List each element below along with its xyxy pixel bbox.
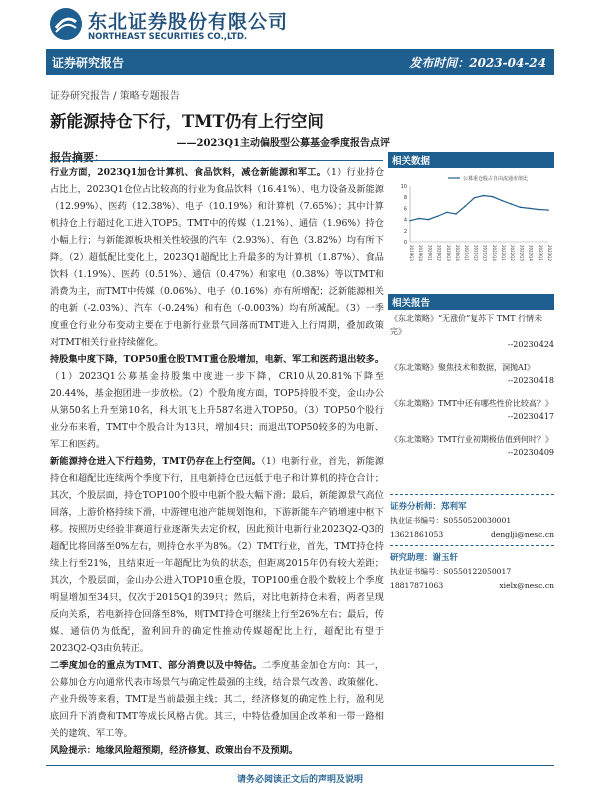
x-tick-label: 2021Q1 bbox=[464, 245, 470, 261]
analyst-phone: 18817871063 bbox=[390, 581, 444, 590]
data-point bbox=[464, 205, 466, 207]
y-tick-label: 0 bbox=[403, 240, 407, 246]
page-title: 新能源持仓下行，TMT仍有上行空间 bbox=[50, 112, 324, 131]
logo-mark-icon bbox=[50, 8, 82, 40]
header-bar bbox=[46, 49, 554, 75]
x-tick-label: 2021Q2 bbox=[473, 245, 479, 261]
divider bbox=[390, 545, 554, 546]
data-point bbox=[547, 209, 549, 211]
divider bbox=[390, 494, 554, 495]
analyst-email[interactable]: xielx@nesc.cn bbox=[499, 581, 554, 590]
analyst-email[interactable]: denglji@nesc.cn bbox=[490, 530, 554, 539]
data-point bbox=[510, 203, 512, 205]
summary-body bbox=[50, 164, 384, 759]
x-tick-label: 2020Q3 bbox=[445, 245, 451, 261]
x-tick-label: 2020Q1 bbox=[427, 245, 433, 261]
y-tick-label: 4 bbox=[403, 217, 407, 224]
data-point bbox=[428, 219, 430, 221]
breadcrumb: 证券研究报告 / 策略专题报告 bbox=[50, 91, 180, 102]
analyst-cert: 执业证书编号：S0550122050017 bbox=[390, 567, 512, 576]
analyst-phone: 13621861053 bbox=[390, 530, 444, 539]
data-point bbox=[437, 215, 439, 217]
paragraph: 二季度加仓的重点为TMT、部分消费以及中特估。二季度基金加仓方向：其一，公募加仓方向通常代表市场景气与确定性最强的主线，结合景气改善、政策催化、产业升级等来看，TMT是当前最强主线；其二，经济修复的确定性上行，盈利见底回升下消费和TMT等成长风格占优。其三，中特估叠加国企改革和一带一路相关的建筑、军工等。 bbox=[50, 660, 385, 739]
footer-divider bbox=[46, 765, 554, 766]
related-reports-list bbox=[390, 312, 554, 469]
data-point bbox=[520, 206, 522, 208]
y-tick-label: 2 bbox=[403, 228, 407, 235]
x-tick-label: 2022Q4 bbox=[528, 245, 534, 261]
x-tick-label: 2020Q2 bbox=[436, 245, 442, 261]
footer-disclaimer: 请务必阅读正文后的声明及说明 bbox=[236, 775, 363, 785]
y-tick-label: 10 bbox=[400, 184, 407, 190]
list-item[interactable]: 《东北策略》“无涨价”复苏下 TMT 行情未完》 --20230424 bbox=[390, 314, 554, 349]
x-tick-label: 2021Q3 bbox=[482, 245, 488, 261]
x-tick-label: 2020Q4 bbox=[455, 245, 460, 261]
data-point bbox=[455, 213, 457, 215]
x-tick-label: 2023Q1 bbox=[537, 245, 543, 261]
list-item[interactable]: 《东北策略》TMT行业初期极估值到何时？》 --20230409 bbox=[390, 435, 554, 457]
list-item[interactable]: 《东北策略》聚焦技术和数据，洞抛AI》 --20230418 bbox=[390, 363, 554, 385]
page-subtitle: ——2023Q1主动偏股型公募基金季度报告点评 bbox=[176, 138, 390, 149]
related-reports-header: 相关报告 bbox=[388, 294, 554, 310]
paragraph: 新能源持仓进入下行趋势，TMT仍存在上行空间。（1）电新行业，首先，新能源持仓和超配比连续两个季度下行，且电新持仓已远低于电子和计算机的持仓合计；其次，个股层面，持仓TOP100个股中电新个股大幅下滑；最后，新能源景气高位回落，上游价格持续下滑，中游锂电池产能规划饱和，下游新能车产销增速中枢下移。按照历史经验非赛道行业逐渐失去定价权，因此预计电新行业2023Q2-Q3的超配比将回落至0%左右，则持仓水平为8%。（2）TMT行业，首先，TMT持仓持续上行至21%，且结束近一年超配比为负的状态，但距离2015年仍有较大差距；其次，个股层面，金山办公进入TOP10重仓股，TOP100重仓股个数较上个季度明显增加至34只，仅次于2015Q1的39只；然后，对比电新持仓未看，两者呈现反向关系，若电新持仓回落至8%，则TMT持仓可继续上行至26%左右；最后，传媒、通信仍为低配，盈利回升的确定性推动传媒超配比上行，超配比有望于2023Q2-Q3由负转正。 bbox=[50, 456, 384, 654]
list-item[interactable]: 《东北策略》TMT中还有哪些性价比较高？》 --20230417 bbox=[390, 399, 554, 421]
logo-name-en: NORTHEAST SECURITIES CO.,LTD. bbox=[88, 32, 248, 42]
analyst-label: 证券分析师：郑利军 bbox=[390, 502, 467, 512]
data-point bbox=[418, 218, 420, 220]
y-tick-label: 6 bbox=[403, 206, 407, 213]
data-point bbox=[446, 212, 448, 214]
publish-date: 发布时间：2023-04-24 bbox=[409, 56, 546, 70]
x-tick-label: 2023Q2 bbox=[547, 245, 552, 261]
related-data-header: 相关数据 bbox=[388, 152, 554, 168]
report-type-label: 证券研究报告 bbox=[52, 56, 125, 70]
paragraph: 风险提示：地缘风险超预期，经济修复、政策出台不及预期。 bbox=[50, 745, 299, 756]
y-tick-label: 8 bbox=[403, 195, 407, 202]
series-line bbox=[410, 196, 548, 221]
x-tick-label: 2019Q4 bbox=[418, 245, 424, 261]
x-tick-label: 2022Q2 bbox=[510, 245, 516, 261]
x-tick-label: 2021Q4 bbox=[491, 245, 497, 261]
holdings-ratio-chart bbox=[388, 170, 554, 278]
company-logo bbox=[50, 6, 310, 44]
data-point bbox=[538, 209, 540, 211]
data-point bbox=[529, 208, 531, 210]
summary-heading: 报告摘要： bbox=[50, 151, 105, 164]
data-point bbox=[492, 196, 494, 198]
paragraph: 行业方面，2023Q1加仓计算机、食品饮料，减仓新能源和军工。（1）行业持仓占比上，2023Q1仓位占比较高的行业为食品饮料（16.41%）、电力设备及新能源（12.99%）、医药（12.38%）、电子（10.19%）和计算机（7.65%）；其中计算机持仓上行超过化工进入TOP5。TMT中的传媒（1.21%）、通信（1.96%）持仓小幅上行；与新能源板块相关性较强的汽车（2.93%）、有色（3.82%）均有所下降。（2）超低配比变化上，2023Q1超配比上升最多的为计算机（1.87%）、食品饮料（1.19%）、医药（0.51%）、通信（0.47%）和家电（0.38%）等以TMT和消费为主，而TMT中传媒（0.06%）、电子（0.16%）亦有所增配；泛新能源相关的电新（-2.03%）、汽车（-0.24%）和有色（-0.003%）均有所减配。（3）一季度重仓行业分布变动主要在于电新行业景气回落而TMT进入上行周期，叠加政策对TMT相关行业持续催化。 bbox=[50, 167, 385, 348]
logo-name-cn: 东北证券股份有限公司 bbox=[88, 11, 289, 33]
legend-label: 公募重仓股占自由流通市值比 bbox=[463, 176, 529, 182]
data-point bbox=[409, 220, 411, 222]
x-tick-label: 2022Q1 bbox=[501, 245, 506, 261]
data-point bbox=[483, 195, 485, 197]
analyst-info bbox=[390, 491, 554, 593]
x-tick-label: 2019Q3 bbox=[409, 245, 414, 261]
divider bbox=[50, 160, 383, 161]
x-tick-label: 2022Q3 bbox=[519, 245, 525, 261]
data-point bbox=[474, 197, 476, 199]
analyst-cert: 执业证书编号：S0550520030001 bbox=[390, 516, 512, 525]
paragraph: 持股集中度下降，TOP50重仓股TMT重仓股增加，电新、军工和医药退出较多。（1）2023Q1公募基金持股集中度进一步下降，CR10从20.81%下降至20.44%，基金抱团进一步放松。（2）个股角度方面，TOP5持股不变，金山办公从第50名上升至第10名，科大讯飞上升587名进入TOP50。（3）TOP50个股行业分布来看，TMT中个股合计为13只，增加4只；而退出TOP50较多的为电新、军工和医药。 bbox=[50, 354, 385, 450]
data-point bbox=[501, 200, 503, 202]
analyst-label: 研究助理：谢玉轩 bbox=[390, 553, 459, 563]
